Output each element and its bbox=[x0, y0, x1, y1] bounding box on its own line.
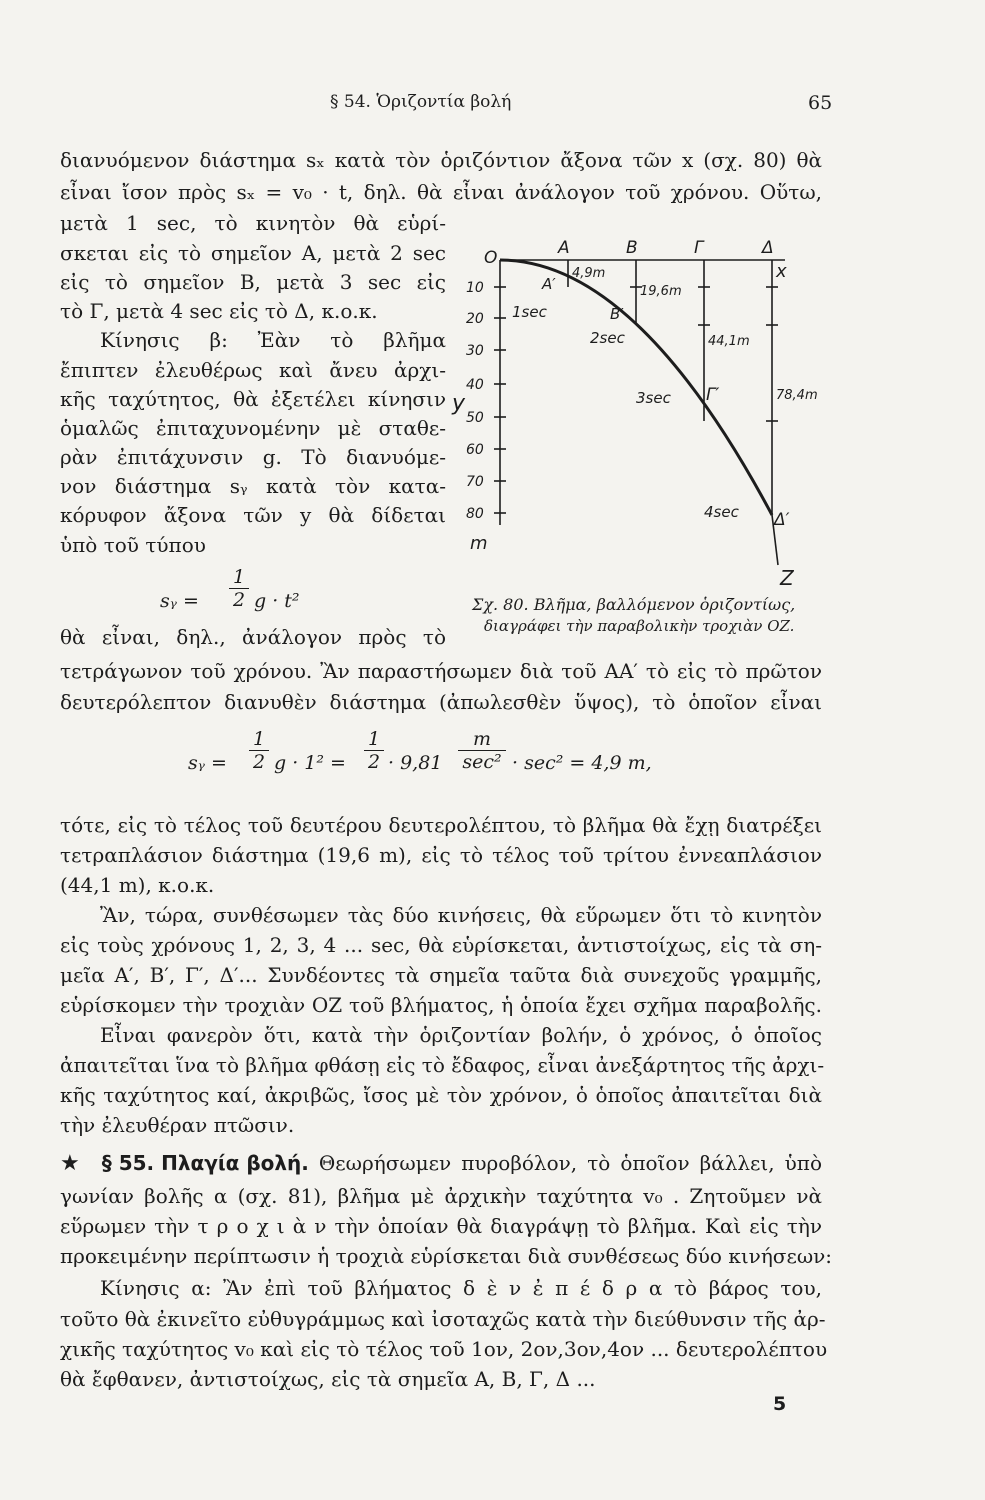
fraction-denominator: 2 bbox=[232, 589, 246, 611]
fraction-numerator: 1 bbox=[364, 728, 384, 751]
fraction-numerator: m bbox=[458, 728, 506, 751]
point-label: Δ bbox=[762, 238, 774, 258]
time-label: 4sec bbox=[704, 503, 739, 521]
text-line: Ἂν, τώρα, συνθέσωμεν τὰς δύο κινήσεις, θὰ εὕρωμεν ὅτι τὸ κινητὸν bbox=[100, 903, 822, 927]
text-line: θὰ εἶναι, δηλ., ἀνάλογον πρὸς τὸ bbox=[60, 625, 446, 649]
y-axis-label: y bbox=[452, 391, 466, 416]
y-tick-label: 80 bbox=[466, 506, 484, 522]
curve-point-label: B′ bbox=[610, 305, 624, 323]
text-line: τὴν ἐλευθέραν πτῶσιν. bbox=[60, 1113, 295, 1137]
point-label: B bbox=[626, 238, 638, 258]
section-heading-line bbox=[60, 1151, 822, 1176]
formula-fraction bbox=[458, 728, 506, 773]
distance-label: 78,4m bbox=[776, 388, 818, 403]
text-line: εἰς τὸ σημεῖον B, μετὰ 3 sec εἰς bbox=[60, 270, 446, 294]
text-line: χικῆς ταχύτητος v₀ καὶ εἰς τὸ τέλος τοῦ 1ον, 2ον,3ον,4ον ... δευτερολέπτου bbox=[60, 1337, 828, 1361]
formula-lhs: sᵧ = bbox=[188, 752, 227, 774]
text-line: μετὰ 1 sec, τὸ κινητὸν θὰ εὑρί- bbox=[60, 211, 446, 235]
y-tick-label: 70 bbox=[466, 474, 484, 490]
text-line: Κίνησις β: Ἐὰν τὸ βλῆμα bbox=[100, 328, 446, 352]
text-line: ὑπὸ τοῦ τύπου bbox=[60, 533, 206, 557]
curve-point-label: Δ′ bbox=[774, 510, 790, 530]
time-label: 1sec bbox=[512, 303, 547, 321]
formula-fraction bbox=[364, 728, 384, 773]
y-tick-label: 60 bbox=[466, 442, 484, 458]
figure-caption-line-1: Σχ. 80. Βλῆμα, βαλλόμενον ὁριζοντίως, bbox=[472, 595, 796, 614]
text-line: ἀπαιτεῖται ἵνα τὸ βλῆμα φθάσῃ εἰς τὸ ἔδαφος, εἶναι ἀνεξάρτητος τῆς ἀρχι- bbox=[60, 1053, 825, 1077]
text-line: σκεται εἰς τὸ σημεῖον A, μετὰ 2 sec bbox=[60, 241, 446, 265]
text-line: ρὰν ἐπιτάχυνσιν g. Τὸ διανυόμε- bbox=[60, 445, 446, 469]
point-label: Γ bbox=[694, 238, 704, 258]
formula-lhs: sᵧ = bbox=[160, 590, 199, 612]
curve-point-label: Γ′ bbox=[706, 385, 720, 405]
text-line: προκειμένην περίπτωσιν ἡ τροχιὰ εὑρίσκεται διὰ συνθέσεως δύο κινήσεων: bbox=[60, 1244, 833, 1268]
text-line: γωνίαν βολῆς α (σχ. 81), βλῆμα μὲ ἀρχικὴν ταχύτητα v₀ . Ζητοῦμεν νὰ bbox=[60, 1184, 822, 1208]
text-line: δευτερόλεπτον διανυθὲν διάστημα (ἀπωλεσθὲν ὕψος), τὸ ὁποῖον εἶναι bbox=[60, 690, 822, 714]
fraction-denominator: sec² bbox=[462, 751, 502, 773]
text-line: τοῦτο θὰ ἐκινεῖτο εὐθυγράμμως καὶ ἰσοταχῶς κατὰ τὴν διεύθυνσιν τῆς ἀρ- bbox=[60, 1307, 826, 1331]
text-line: θὰ ἔφθανεν, ἀντιστοίχως, εἰς τὰ σημεῖα A, B, Γ, Δ ... bbox=[60, 1367, 596, 1391]
fraction-denominator: 2 bbox=[252, 751, 266, 773]
curve-point-label: A′ bbox=[542, 275, 556, 293]
point-label: A bbox=[558, 238, 570, 258]
text-line: εἶναι ἴσον πρὸς sₓ = v₀ · t, δηλ. θὰ εἶναι ἀνάλογον τοῦ χρόνου. Οὕτω, bbox=[60, 180, 822, 204]
formula-rhs: g · t² bbox=[254, 590, 300, 612]
y-unit-label: m bbox=[470, 533, 488, 554]
text-line: ὁμαλῶς ἐπιταχυνομένην μὲ σταθε- bbox=[60, 416, 446, 440]
text-line: κῆς ταχύτητος καί, ἀκριβῶς, ἴσος μὲ τὸν χρόνον, ὁ ὁποῖος ἀπαιτεῖται διὰ bbox=[60, 1083, 822, 1107]
text-line: (44,1 m), κ.ο.κ. bbox=[60, 873, 215, 897]
end-point-label: Z bbox=[780, 566, 794, 590]
text-line: εὕρωμεν τὴν τ ρ ο χ ι ὰ ν τὴν ὁποίαν θὰ διαγράψῃ τὸ βλῆμα. Καὶ εἰς τὴν bbox=[60, 1214, 822, 1238]
formula-result: · sec² = 4,9 m, bbox=[512, 752, 652, 774]
y-tick-label: 40 bbox=[466, 377, 484, 393]
text-line: Θεωρήσωμεν πυροβόλον, τὸ ὁποῖον βάλλει, ὑπὸ bbox=[318, 1151, 822, 1175]
text-line: Εἶναι φανερὸν ὅτι, κατὰ τὴν ὁριζοντίαν βολήν, ὁ χρόνος, ὁ ὁποῖος bbox=[100, 1023, 822, 1047]
time-label: 3sec bbox=[636, 389, 671, 407]
text-line: εἰς τοὺς χρόνους 1, 2, 3, 4 ... sec, θὰ εὑρίσκεται, ἀντιστοίχως, εἰς τὰ ση- bbox=[60, 933, 822, 957]
origin-label: O bbox=[484, 248, 498, 268]
signature-mark: 5 bbox=[773, 1393, 787, 1415]
text-line: διανυόμενον διάστημα sₓ κατὰ τὸν ὁριζόντιον ἄξονα τῶν x (σχ. 80) θὰ bbox=[60, 148, 822, 172]
text-line: κόρυφον ἄξονα τῶν y θὰ δίδεται bbox=[60, 503, 446, 527]
y-tick-label: 30 bbox=[466, 343, 484, 359]
section-title: § 55. Πλαγία βολή. bbox=[101, 1151, 309, 1175]
header-title: § 54. Ὁριζοντία βολή bbox=[330, 92, 512, 112]
text-line: τετραπλάσιον διάστημα (19,6 m), εἰς τὸ τέλος τοῦ τρίτου ἐννεαπλάσιον bbox=[60, 843, 822, 867]
formula-term: · 9,81 bbox=[388, 752, 443, 774]
distance-label: 44,1m bbox=[708, 334, 750, 349]
text-line: τὸ Γ, μετὰ 4 sec εἰς τὸ Δ, κ.ο.κ. bbox=[60, 299, 378, 323]
formula-term: g · 1² = bbox=[274, 752, 346, 774]
text-line: κῆς ταχύτητος, θὰ ἐξετέλει κίνησιν bbox=[60, 387, 446, 411]
y-tick-label: 50 bbox=[466, 410, 484, 426]
y-tick-label: 10 bbox=[466, 280, 484, 296]
text-line: Κίνησις α: Ἂν ἐπὶ τοῦ βλήματος δ ὲ ν ἐ π έ δ ρ α τὸ βάρος του, bbox=[100, 1276, 822, 1300]
formula-fraction bbox=[229, 566, 249, 611]
star-icon: ★ bbox=[60, 1151, 80, 1176]
x-axis-label: x bbox=[776, 261, 787, 282]
text-line: ἔπιπτεν ἐλευθέρως καὶ ἄνευ ἀρχι- bbox=[60, 358, 446, 382]
text-line: τετράγωνον τοῦ χρόνου. Ἂν παραστήσωμεν διὰ τοῦ AA′ τὸ εἰς τὸ πρῶτον bbox=[60, 659, 822, 683]
fraction-numerator: 1 bbox=[229, 566, 249, 589]
distance-label: 19,6m bbox=[640, 284, 682, 299]
text-line: μεῖα A′, B′, Γ′, Δ′... Συνδέοντες τὰ σημεῖα ταῦτα διὰ συνεχοῦς γραμμῆς, bbox=[60, 963, 822, 987]
figure-80 bbox=[440, 235, 820, 605]
page-number: 65 bbox=[808, 92, 833, 114]
text-line: τότε, εἰς τὸ τέλος τοῦ δευτέρου δευτερολέπτου, τὸ βλῆμα θὰ ἔχῃ διατρέξει bbox=[60, 813, 822, 837]
distance-label: 4,9m bbox=[572, 266, 606, 281]
figure-caption-line-2: διαγράφει τὴν παραβολικὴν τροχιὰν OZ. bbox=[484, 617, 795, 635]
y-tick-label: 20 bbox=[466, 311, 484, 327]
text-line: νον διάστημα sᵧ κατὰ τὸν κατα- bbox=[60, 474, 446, 498]
formula-fraction bbox=[249, 728, 269, 773]
text-line: εὑρίσκομεν τὴν τροχιὰν OZ τοῦ βλήματος, ἡ ὁποία ἔχει σχῆμα παραβολῆς. bbox=[60, 993, 822, 1017]
fraction-denominator: 2 bbox=[367, 751, 381, 773]
time-label: 2sec bbox=[590, 329, 625, 347]
fraction-numerator: 1 bbox=[249, 728, 269, 751]
